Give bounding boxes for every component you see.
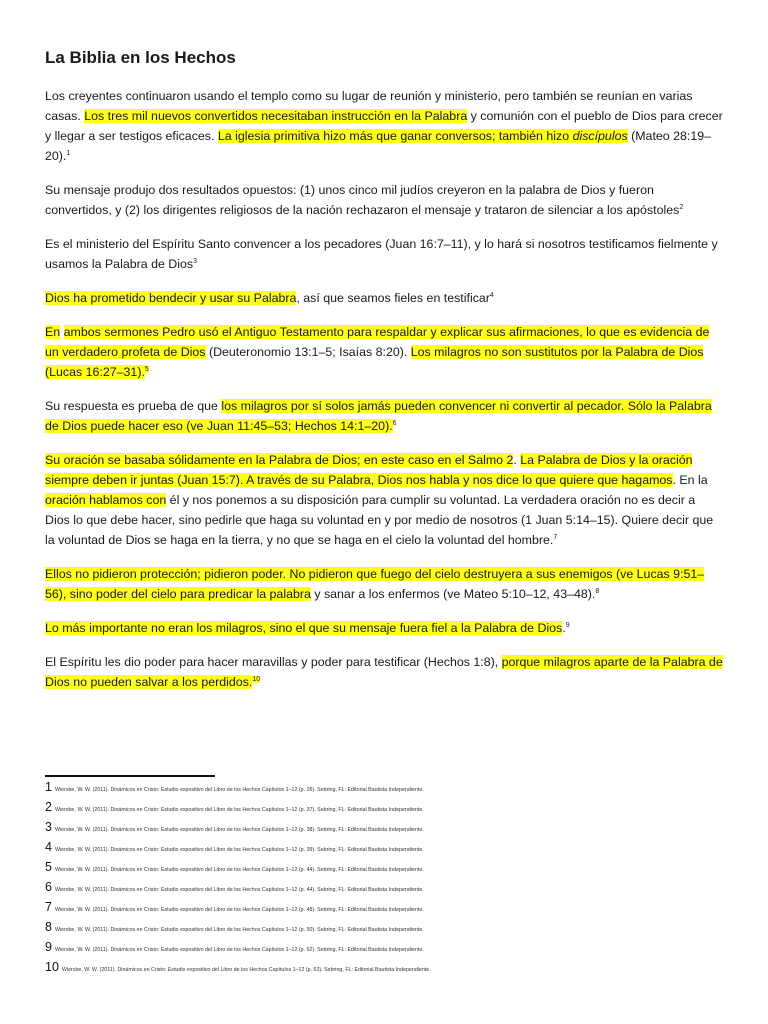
text-run: (Mateo 28:19–20). [45,129,712,163]
footnote-text: Wiersbe, W. W. (2011). Dinámicos en Cristo: Estudio expositivo del Libro de los Hechos Capítulos 1–12 (p. 26). Sebring, FL: Editorial Bautista Independiente. [54,787,424,793]
footnote-ref: 3 [193,257,197,265]
footnote [45,840,735,860]
footnote-ref: 7 [553,533,558,541]
footnote-text: Wiersbe, W. W. (2011). Dinámicos en Cristo: Estudio expositivo del Libro de los Hechos Capítulos 1–12 (p. 44). Sebring, FL: Editorial Bautista Independiente. [54,867,424,873]
paragraph [45,564,723,604]
footnote [45,800,735,820]
paragraph [45,322,723,382]
footnote-ref: 4 [489,291,494,299]
text-run: . [513,453,521,467]
document-title: La Biblia en los Hechos [45,48,236,67]
paragraph-list [45,86,723,692]
footnote [45,860,735,880]
highlighted-text: La iglesia primitiva hizo más que ganar conversos; también hizo [217,129,573,143]
paragraph [45,180,723,220]
footnote-text: Wiersbe, W. W. (2011). Dinámicos en Cristo: Estudio expositivo del Libro de los Hechos Capítulos 1–12 (p. 38). Sebring, FL: Editorial Bautista Independiente. [54,827,424,833]
highlighted-text: ambos sermones Pedro usó el Antiguo Testamento para respaldar y explicar sus afirmaciones, lo que es evidencia de un verdadero profeta de Dios [45,325,710,359]
footnote-number: 3 [45,820,52,834]
footnote [45,780,735,800]
text-run: , así que seamos fieles en testificar [296,291,490,305]
text-run: Es el ministerio del Espíritu Santo convencer a los pecadores (Juan 16:7–11), y lo hará si nosotros testificamos fielmente y usamos la Palabra de Dios [45,237,718,271]
highlighted-text: Dios ha prometido bendecir y usar su Palabra [45,291,297,305]
paragraph [45,234,723,274]
footnote-number: 7 [45,900,52,914]
highlighted-text: Los milagros no son sustitutos por la Palabra de Dios (Lucas 16:27–31). [45,345,704,379]
footnote-text: Wiersbe, W. W. (2011). Dinámicos en Cristo: Estudio expositivo del Libro de los Hechos Capítulos 1–12 (p. 44). Sebring, FL: Editorial Bautista Independiente. [54,887,424,893]
footnote-ref: 1 [66,149,71,157]
footnote-ref: 10 [252,675,261,683]
footnote-text: Wiersbe, W. W. (2011). Dinámicos en Cristo: Estudio expositivo del Libro de los Hechos Capítulos 1–12 (p. 48). Sebring, FL: Editorial Bautista Independiente. [54,907,424,913]
footnote-text: Wiersbe, W. W. (2011). Dinámicos en Cristo: Estudio expositivo del Libro de los Hechos Capítulos 1–12 (p. 39). Sebring, FL: Editorial Bautista Independiente. [54,847,424,853]
footnote-number: 5 [45,860,52,874]
footnote-ref: 2 [679,203,684,211]
highlighted-text: La Palabra de Dios y la oración siempre deben ir juntas (Juan 15:7). A través de su Palabra, Dios nos habla y nos dice lo que quiere que hagamos [45,453,693,487]
footnote [45,920,735,940]
footnote-ref: 8 [595,587,600,595]
highlighted-text: Los tres mil nuevos convertidos necesitaban instrucción en la Palabra [84,109,468,123]
document-body [45,48,723,706]
text-run: Su mensaje produjo dos resultados opuestos: (1) unos cinco mil judíos creyeron en la palabra de Dios y fueron convertidos, y (2) los dirigentes religiosos de la nación rechazaron el mensaje y trataron de silenciar a los apóstoles [45,183,680,217]
text-run: y sanar a los enfermos (ve Mateo 5:10–12, 43–48). [310,587,596,601]
footnote-number: 10 [45,960,59,974]
footnote-text: Wiersbe, W. W. (2011). Dinámicos en Cristo: Estudio expositivo del Libro de los Hechos Capítulos 1–12 (p. 63). Sebring, FL: Editorial Bautista Independiente. [61,967,431,973]
footnote-ref: 9 [565,621,570,629]
text-run: El Espíritu les dio poder para hacer maravillas y poder para testificar (Hechos 1:8), [45,655,502,669]
footnote-number: 8 [45,920,52,934]
footnote [45,940,735,960]
footnote-text: Wiersbe, W. W. (2011). Dinámicos en Cristo: Estudio expositivo del Libro de los Hechos Capítulos 1–12 (p. 50). Sebring, FL: Editorial Bautista Independiente. [54,927,424,933]
footnote-text: Wiersbe, W. W. (2011). Dinámicos en Cristo: Estudio expositivo del Libro de los Hechos Capítulos 1–12 (p. 62). Sebring, FL: Editorial Bautista Independiente. [54,947,424,953]
text-run: . [562,621,566,635]
highlighted-text: oración hablamos con [45,493,167,507]
paragraph [45,652,723,692]
paragraph [45,450,723,550]
text-run: (Deuteronomio 13:1–5; Isaías 8:20). [205,345,411,359]
text-run: Su respuesta es prueba de que [45,399,222,413]
highlighted-text: los milagros por sí solos jamás pueden convencer ni convertir al pecador. Sólo la Palabra de Dios puede hacer eso (ve Juan 11:45–53; Hechos 14:1–20). [45,399,712,433]
footnote-ref: 6 [392,419,397,427]
text-run: él y nos ponemos a su disposición para cumplir su voluntad. La verdadera oración no es decir a Dios lo que debe hacer, sino pedirle que haga su voluntad en y por medio de nosotros (1 Juan 5:14–15). Quiere decir que la voluntad de Dios se haga en la tierra, y no que se haga en el cielo la voluntad del hombre. [45,493,714,547]
footnote-number: 9 [45,940,52,954]
footnote-ref: 5 [144,365,149,373]
paragraph [45,288,723,308]
footnote [45,880,735,900]
highlighted-text: Lo más importante no eran los milagros, sino el que su mensaje fuera fiel a la Palabra de Dios [45,621,563,635]
footnote [45,960,735,980]
highlighted-text: Su oración se basaba sólidamente en la Palabra de Dios; en este caso en el Salmo 2 [45,453,514,467]
highlighted-text: porque milagros aparte de la Palabra de Dios no pueden salvar a los perdidos. [45,655,723,689]
footnote [45,820,735,840]
footnote-number: 6 [45,880,52,894]
footnote-number: 1 [45,780,52,794]
text-run: y comunión con el pueblo de Dios para crecer y llegar a ser testigos eficaces. [45,109,723,143]
text-run: . En la [672,473,708,487]
footnote-number: 4 [45,840,52,854]
highlighted-text: Ellos no pidieron protección; pidieron poder. No pidieron que fuego del cielo destruyera a sus enemigos (ve Lucas 9:51–56), sino poder del cielo para predicar la palabra [45,567,705,601]
paragraph [45,396,723,436]
paragraph [45,618,723,638]
footnote-separator [45,775,215,777]
text-run: Los creyentes continuaron usando el templo como su lugar de reunión y ministerio, pero también se reunían en varias casas. [45,89,693,123]
footnote-list [45,780,735,980]
highlighted-text: discípulos [572,129,628,143]
paragraph [45,86,723,166]
footnote [45,900,735,920]
footnote-text: Wiersbe, W. W. (2011). Dinámicos en Cristo: Estudio expositivo del Libro de los Hechos Capítulos 1–12 (p. 37). Sebring, FL: Editorial Bautista Independiente. [54,807,424,813]
footnote-number: 2 [45,800,52,814]
highlighted-text: En [45,325,61,339]
